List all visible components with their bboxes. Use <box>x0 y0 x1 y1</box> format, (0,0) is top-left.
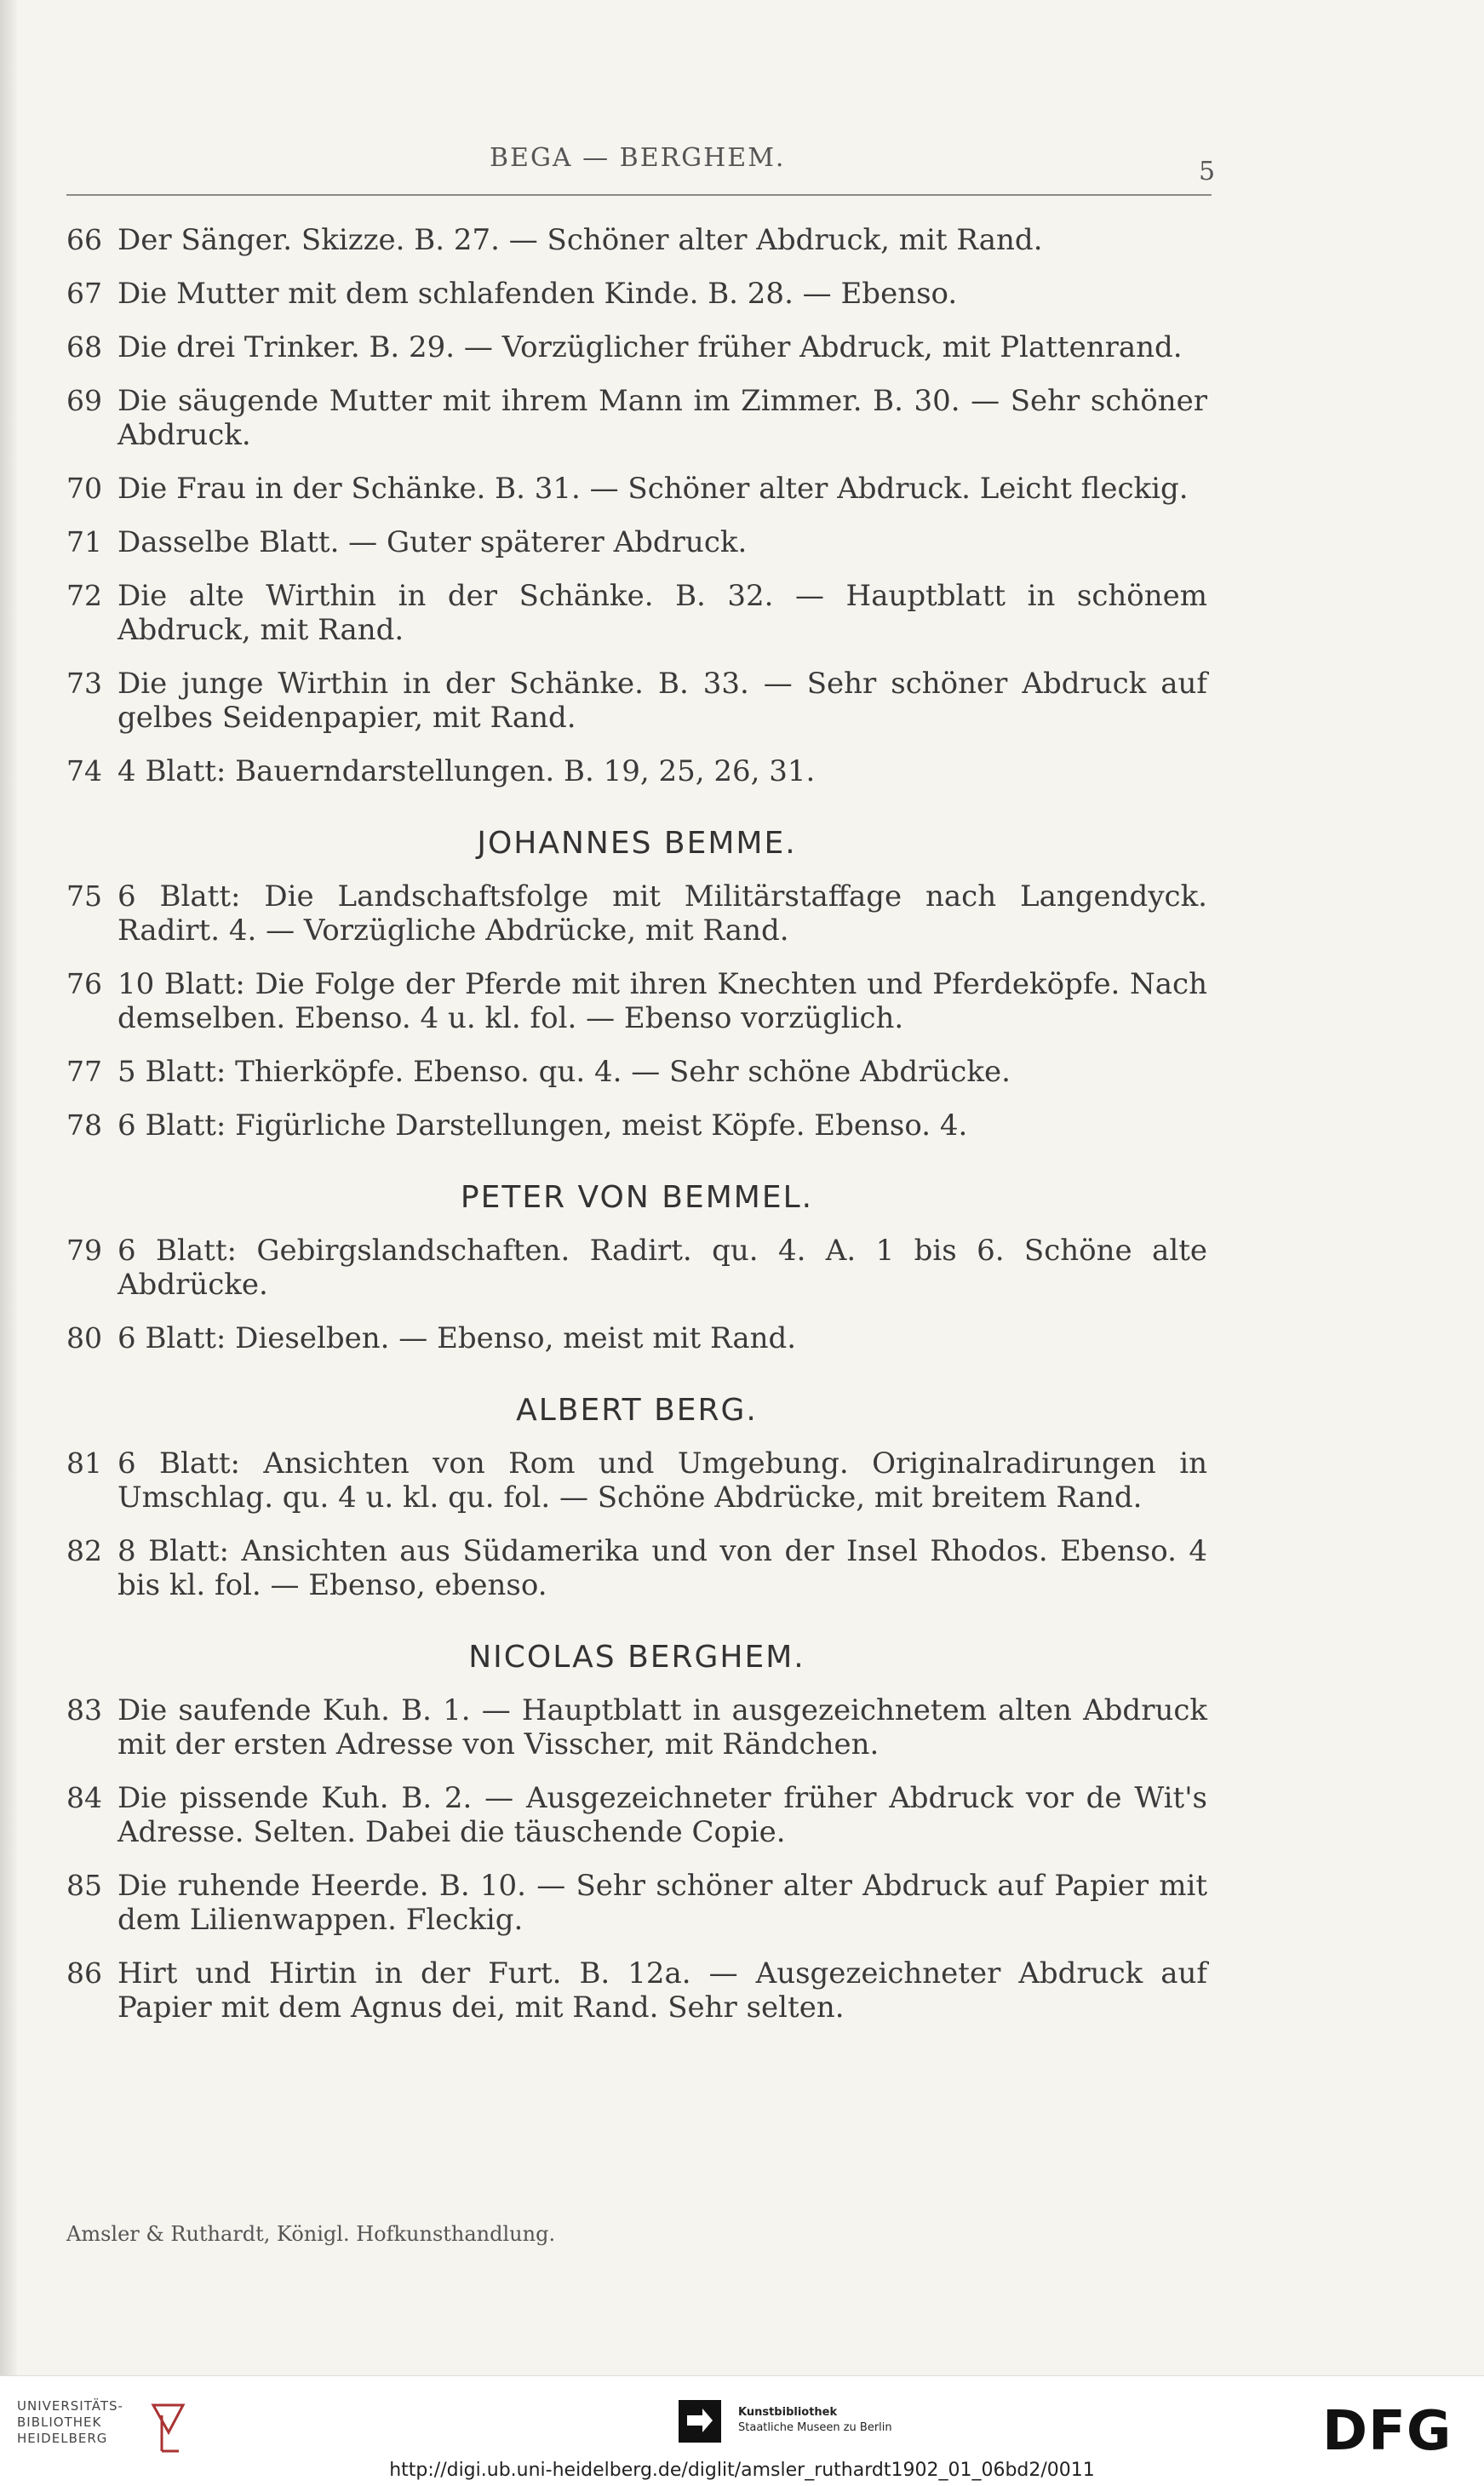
section-heading-berghem: NICOLAS BERGHEM. <box>468 1640 805 1675</box>
entry-number: 67 <box>66 277 102 310</box>
entry-text: Der Sänger. Skizze. B. 27. — Schöner alter Abdruck, mit Rand. <box>117 223 1043 257</box>
uni-line-2: BIBLIOTHEK <box>17 2414 102 2430</box>
kb-subtitle: Staatliche Museen zu Berlin <box>738 2421 892 2434</box>
entry-number: 68 <box>66 330 102 364</box>
entry-text: Die ruhende Heerde. B. 10. — Sehr schöner alter Abdruck auf Papier mit dem Lilienwappen. Fleckig. <box>117 1869 1207 1937</box>
catalog-entry <box>66 472 1207 506</box>
entry-number: 85 <box>66 1869 102 1902</box>
catalog-entry <box>66 754 1207 788</box>
entry-number: 80 <box>66 1321 102 1355</box>
entry-text: Die drei Trinker. B. 29. — Vorzüglicher früher Abdruck, mit Plattenrand. <box>117 330 1183 364</box>
heidelberg-library-name <box>17 2398 123 2447</box>
entry-text: Die junge Wirthin in der Schänke. B. 33. — Sehr schöner Abdruck auf gelbes Seidenpapier, mit Rand. <box>117 667 1207 735</box>
section-heading-bemme: JOHANNES BEMME. <box>477 826 797 861</box>
entry-text: 6 Blatt: Figürliche Darstellungen, meist Köpfe. Ebenso. 4. <box>117 1108 968 1143</box>
entry-number: 76 <box>66 967 102 1000</box>
entry-number: 77 <box>66 1055 102 1088</box>
entry-number: 71 <box>66 525 102 558</box>
catalog-entry <box>66 1956 1207 2025</box>
entry-text: Die Frau in der Schänke. B. 31. — Schöner alter Abdruck. Leicht fleckig. <box>117 472 1189 506</box>
entry-text: 5 Blatt: Thierköpfe. Ebenso. qu. 4. — Sehr schöne Abdrücke. <box>117 1055 1011 1089</box>
entry-text: Die saufende Kuh. B. 1. — Hauptblatt in ausgezeichnetem alten Abdruck mit der ersten Adresse von Visscher, mit Rändchen. <box>117 1693 1207 1761</box>
entry-number: 66 <box>66 223 102 256</box>
uni-line-1: UNIVERSITÄTS- <box>17 2398 123 2414</box>
entry-text: Dasselbe Blatt. — Guter späterer Abdruck. <box>117 525 748 559</box>
catalog-entry <box>66 525 1207 559</box>
entry-number: 72 <box>66 579 102 612</box>
catalog-entry <box>66 879 1207 948</box>
entry-text: Die säugende Mutter mit ihrem Mann im Zimmer. B. 30. — Sehr schöner Abdruck. <box>117 384 1207 452</box>
heidelberg-library-logo[interactable] <box>17 2398 204 2458</box>
header-rule <box>66 194 1212 196</box>
catalog-entry <box>66 967 1207 1035</box>
permalink-url[interactable]: http://digi.ub.uni-heidelberg.de/diglit/amsler_ruthardt1902_01_06bd2/0011 <box>389 2460 1095 2481</box>
catalog-entry <box>66 1693 1207 1761</box>
entry-number: 69 <box>66 384 102 417</box>
entry-number: 79 <box>66 1234 102 1267</box>
entry-text: Hirt und Hirtin in der Furt. B. 12a. — Ausgezeichneter Abdruck auf Papier mit dem Agnus dei, mit Rand. Sehr selten. <box>117 1956 1207 2025</box>
entry-text: 6 Blatt: Dieselben. — Ebenso, meist mit Rand. <box>117 1321 797 1355</box>
entry-text: Die pissende Kuh. B. 2. — Ausgezeichneter früher Abdruck vor de Wit's Adresse. Selten. Dabei die täuschende Copie. <box>117 1781 1207 1849</box>
entry-text: 6 Blatt: Die Landschaftsfolge mit Militärstaffage nach Langendyck. Radirt. 4. — Vorzügliche Abdrücke, mit Rand. <box>117 879 1207 948</box>
catalog-entry <box>66 1446 1207 1515</box>
entry-text: 8 Blatt: Ansichten aus Südamerika und von der Insel Rhodos. Ebenso. 4 bis kl. fol. — Ebenso, ebenso. <box>117 1534 1207 1602</box>
catalog-entry <box>66 1321 1207 1355</box>
entry-number: 82 <box>66 1534 102 1567</box>
publisher-footnote: Amsler & Ruthardt, Königl. Hofkunsthandlung. <box>66 2222 556 2246</box>
catalog-entry <box>66 1869 1207 1937</box>
kunstbibliothek-name <box>738 2405 892 2436</box>
kunstbibliothek-emblem-icon <box>679 2400 721 2443</box>
entries-berghem <box>66 1693 1207 2025</box>
dfg-logo[interactable]: DFG <box>1322 2400 1452 2463</box>
digitization-footer-bar <box>0 2375 1484 2486</box>
catalog-entry <box>66 1781 1207 1849</box>
entry-number: 84 <box>66 1781 102 1814</box>
catalog-entry <box>66 330 1207 364</box>
catalog-entry <box>66 1234 1207 1302</box>
entry-number: 70 <box>66 472 102 505</box>
catalog-entry <box>66 223 1207 257</box>
entry-text: Die Mutter mit dem schlafenden Kinde. B. 28. — Ebenso. <box>117 277 958 311</box>
entries-bemmel <box>66 1234 1207 1355</box>
entry-number: 81 <box>66 1446 102 1480</box>
page-edge-shadow <box>0 0 17 2375</box>
entry-text: 10 Blatt: Die Folge der Pferde mit ihren Knechten und Pferdeköpfe. Nach demselben. Ebenso. 4 u. kl. fol. — Ebenso vorzüglich. <box>117 967 1207 1035</box>
entry-text: 4 Blatt: Bauerndarstellungen. B. 19, 25, 26, 31. <box>117 754 816 788</box>
page-number: 5 <box>1199 157 1216 186</box>
entry-number: 73 <box>66 667 102 700</box>
entries-bega <box>66 223 1207 788</box>
section-heading-bemmel: PETER VON BEMMEL. <box>460 1180 814 1215</box>
catalog-entry <box>66 1534 1207 1602</box>
entry-text: 6 Blatt: Gebirgslandschaften. Radirt. qu. 4. A. 1 bis 6. Schöne alte Abdrücke. <box>117 1234 1207 1302</box>
catalog-entry <box>66 579 1207 647</box>
kb-title: Kunstbibliothek <box>738 2406 838 2419</box>
catalog-entry <box>66 384 1207 452</box>
section-heading-berg: ALBERT BERG. <box>516 1393 758 1428</box>
entry-number: 74 <box>66 754 102 788</box>
entry-text: Die alte Wirthin in der Schänke. B. 32. — Hauptblatt in schönem Abdruck, mit Rand. <box>117 579 1207 647</box>
entry-number: 86 <box>66 1956 102 1990</box>
catalog-entry <box>66 277 1207 311</box>
entry-number: 83 <box>66 1693 102 1727</box>
entries-bemme <box>66 879 1207 1143</box>
entries-berg <box>66 1446 1207 1602</box>
entry-number: 75 <box>66 879 102 913</box>
catalog-entry <box>66 667 1207 735</box>
catalog-entry <box>66 1108 1207 1143</box>
entry-number: 78 <box>66 1108 102 1142</box>
heidelberg-library-emblem-icon <box>136 2398 196 2458</box>
catalog-entry <box>66 1055 1207 1089</box>
running-title: BEGA — BERGHEM. <box>490 143 786 173</box>
catalog-content <box>66 223 1207 2044</box>
entry-text: 6 Blatt: Ansichten von Rom und Umgebung. Originalradirungen in Umschlag. qu. 4 u. kl. qu. fol. — Schöne Abdrücke, mit breitem Rand. <box>117 1446 1207 1515</box>
uni-line-3: HEIDELBERG <box>17 2431 108 2446</box>
running-header <box>0 143 1484 194</box>
kunstbibliothek-logo[interactable] <box>679 2400 934 2451</box>
